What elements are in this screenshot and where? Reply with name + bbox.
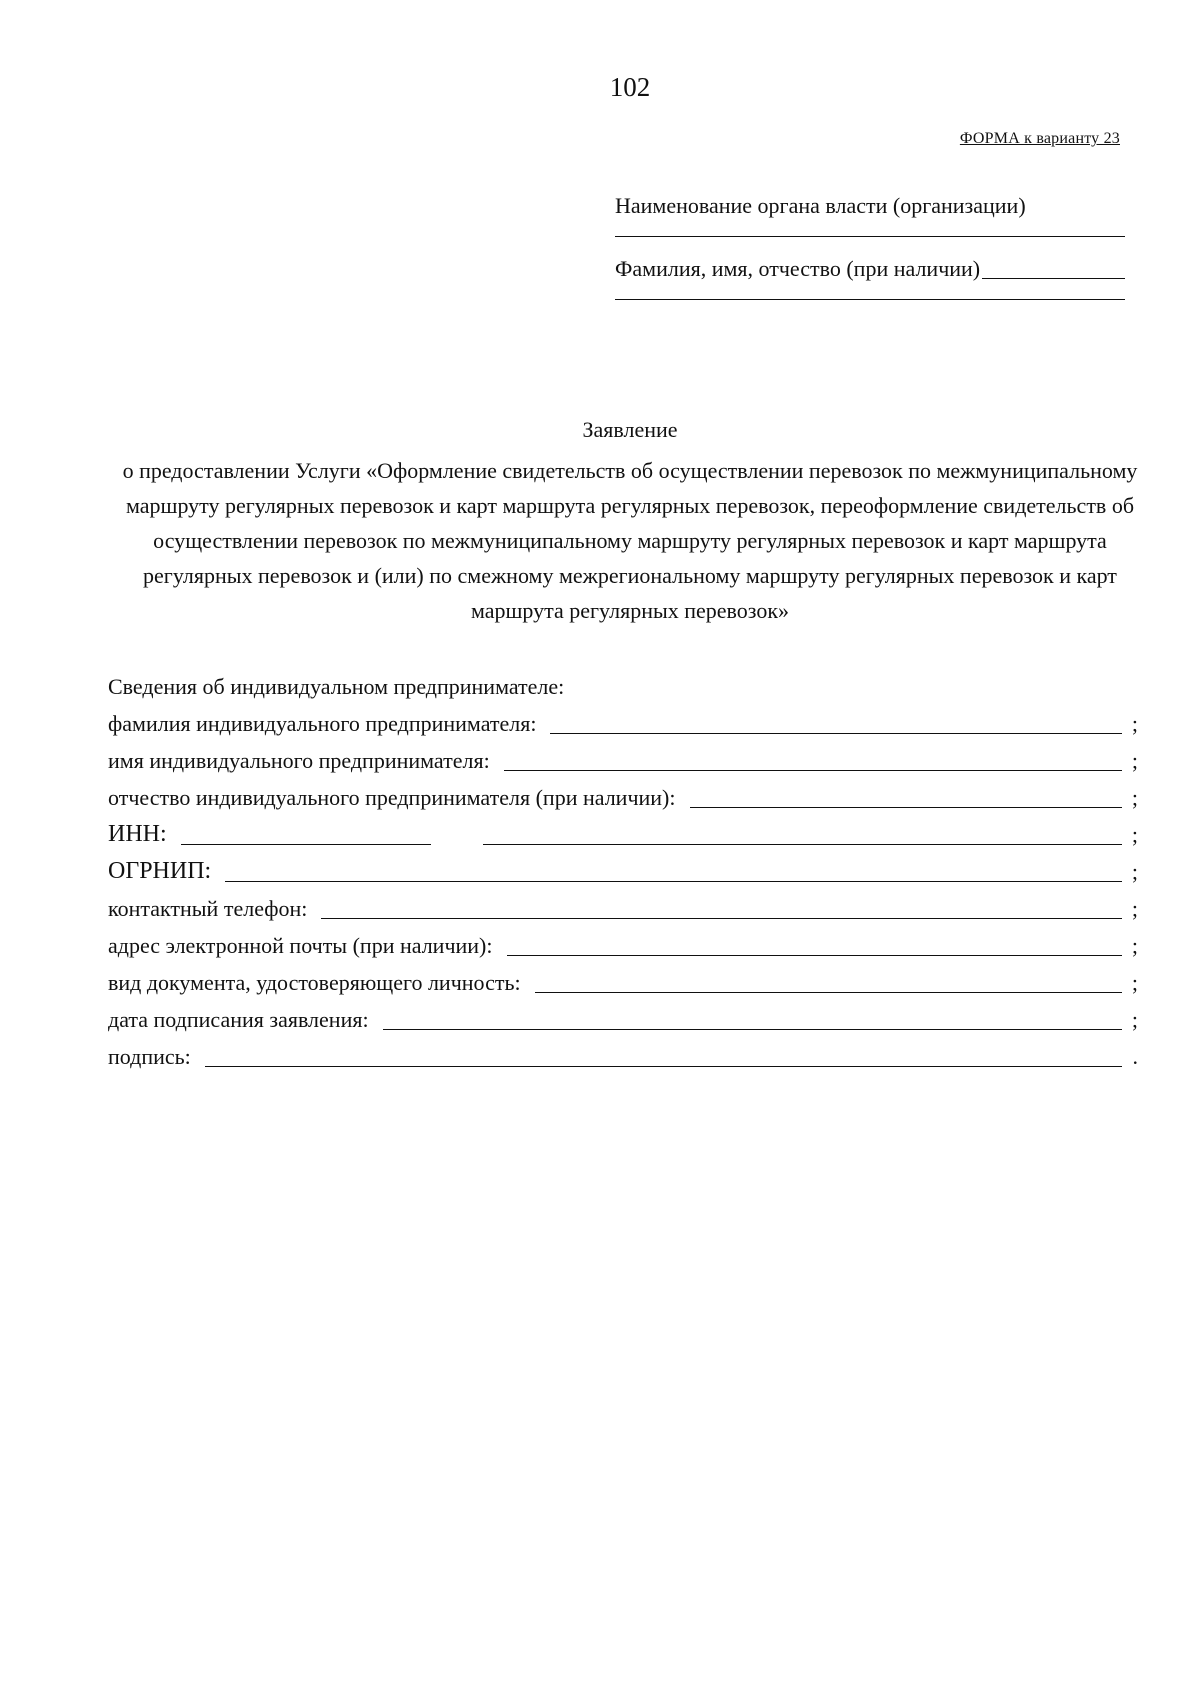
field-label-id-document: вид документа, удостоверяющего личность:: [108, 970, 521, 995]
field-blank-phone[interactable]: [321, 917, 1122, 919]
statement-title: Заявление: [582, 417, 678, 442]
field-row-signature: [108, 1038, 1138, 1075]
field-end-ogrnip: ;: [1131, 859, 1138, 884]
field-label-email: адрес электронной почты (при наличии):: [108, 933, 493, 958]
form-reference: ФОРМА к варианту 23: [959, 130, 1120, 147]
statement-block: [110, 412, 1150, 628]
person-blank-line-2[interactable]: [615, 299, 1125, 300]
field-blank-id-document[interactable]: [535, 991, 1122, 993]
person-blank-line[interactable]: [982, 278, 1125, 279]
field-row-surname: [108, 705, 1138, 742]
field-row-email: [108, 927, 1138, 964]
field-blank-name[interactable]: [504, 769, 1122, 771]
page-number: 102: [609, 72, 651, 102]
field-blank-patronymic[interactable]: [690, 806, 1123, 808]
field-blank-inn-2[interactable]: [483, 843, 1122, 845]
field-row-phone: [108, 890, 1138, 927]
field-end-name: ;: [1131, 748, 1138, 773]
field-label-sign-date: дата подписания заявления:: [108, 1007, 369, 1032]
field-blank-surname[interactable]: [550, 732, 1122, 734]
field-label-inn: ИНН:: [108, 821, 167, 847]
field-blank-inn[interactable]: [181, 843, 431, 845]
field-blank-signature[interactable]: [205, 1065, 1122, 1067]
field-end-sign-date: ;: [1131, 1007, 1138, 1032]
field-row-inn: [108, 816, 1138, 853]
person-row: [615, 251, 1125, 287]
field-row-name: [108, 742, 1138, 779]
field-end-patronymic: ;: [1131, 785, 1138, 810]
authority-label: Наименование органа власти (организации): [615, 193, 1026, 218]
field-row-ogrnip: [108, 853, 1138, 890]
field-end-inn: ;: [1131, 822, 1138, 847]
field-row-id-document: [108, 964, 1138, 1001]
field-label-ogrnip: ОГРНИП:: [108, 858, 212, 884]
entrepreneur-section-title: Сведения об индивидуальном предпринимателе:: [108, 674, 565, 699]
field-label-surname: фамилия индивидуального предпринимателя:: [108, 711, 537, 736]
entrepreneur-fields: [108, 668, 1138, 1075]
field-blank-sign-date[interactable]: [383, 1028, 1122, 1030]
field-blank-email[interactable]: [507, 954, 1123, 956]
authority-blank-line[interactable]: [615, 236, 1125, 237]
field-row-sign-date: [108, 1001, 1138, 1038]
field-label-name: имя индивидуального предпринимателя:: [108, 748, 490, 773]
field-end-id-document: ;: [1131, 970, 1138, 995]
field-label-patronymic: отчество индивидуального предпринимателя (при наличии):: [108, 785, 676, 810]
field-end-phone: ;: [1131, 896, 1138, 921]
field-row-patronymic: [108, 779, 1138, 816]
recipient-block: [615, 188, 1125, 314]
statement-description: о предоставлении Услуги «Оформление свидетельств об осуществлении перевозок по межмуниципальному маршруту регулярных перевозок и карт маршрута регулярных перевозок, переоформление свидетельств об осуществлении перевозок по межмуниципальному маршруту регулярных перевозок и карт маршрута регулярных перевозок и (или) по смежному межрегиональному маршруту регулярных перевозок и карт маршрута регулярных перевозок»: [122, 458, 1138, 623]
field-blank-ogrnip[interactable]: [225, 880, 1122, 882]
field-end-email: ;: [1131, 933, 1138, 958]
field-label-phone: контактный телефон:: [108, 896, 308, 921]
field-end-signature: .: [1132, 1044, 1138, 1069]
field-end-surname: ;: [1131, 711, 1138, 736]
person-label: Фамилия, имя, отчество (при наличии): [615, 256, 981, 281]
field-label-signature: подпись:: [108, 1044, 191, 1069]
